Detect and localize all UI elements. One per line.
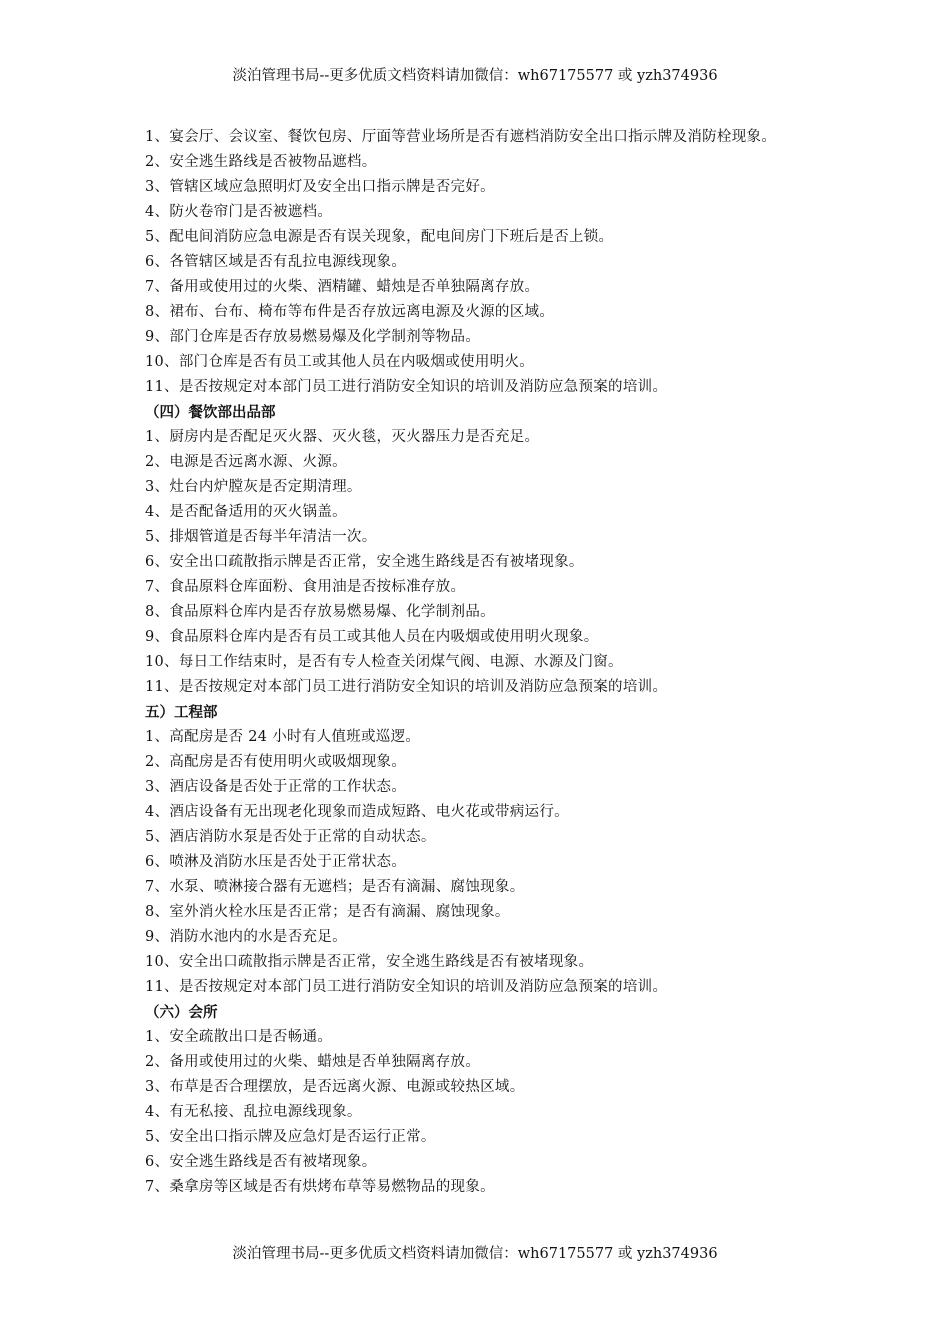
checklist-item: 4、防火卷帘门是否被遮档。 bbox=[145, 204, 333, 220]
checklist-item: 3、酒店设备是否处于正常的工作状态。 bbox=[145, 779, 407, 795]
checklist-item: 8、食品原料仓库内是否存放易燃易爆、化学制剂品。 bbox=[145, 604, 495, 620]
checklist-item: 5、配电间消防应急电源是否有误关现象，配电间房门下班后是否上锁。 bbox=[145, 229, 614, 245]
checklist-item: 7、食品原料仓库面粉、食用油是否按标准存放。 bbox=[145, 579, 466, 595]
checklist-item: 6、安全逃生路线是否有被堵现象。 bbox=[145, 1154, 377, 1170]
page-footer: 淡泊管理书局--更多优质文档资料请加微信：wh67175577 或 yzh374936 bbox=[232, 1246, 718, 1262]
section-heading: 五）工程部 bbox=[145, 704, 218, 721]
checklist-item: 1、宴会厅、会议室、餐饮包房、厅面等营业场所是否有遮档消防安全出口指示牌及消防栓现象。 bbox=[145, 129, 777, 145]
checklist-item: 5、酒店消防水泵是否处于正常的自动状态。 bbox=[145, 829, 436, 845]
checklist-item: 11、是否按规定对本部门员工进行消防安全知识的培训及消防应急预案的培训。 bbox=[145, 679, 668, 695]
document-body bbox=[145, 125, 805, 1200]
page-header: 淡泊管理书局--更多优质文档资料请加微信：wh67175577 或 yzh374936 bbox=[232, 68, 718, 84]
checklist-item: 7、备用或使用过的火柴、酒精罐、蜡烛是否单独隔离存放。 bbox=[145, 279, 540, 295]
checklist-item: 6、安全出口疏散指示牌是否正常，安全逃生路线是否有被堵现象。 bbox=[145, 554, 584, 570]
checklist-item: 8、室外消火栓水压是否正常；是否有滴漏、腐蚀现象。 bbox=[145, 904, 510, 920]
checklist-item: 1、高配房是否 24 小时有人值班或巡逻。 bbox=[145, 729, 421, 745]
checklist-item: 10、部门仓库是否有员工或其他人员在内吸烟或使用明火。 bbox=[145, 354, 535, 370]
checklist-item: 7、桑拿房等区域是否有烘烤布草等易燃物品的现象。 bbox=[145, 1179, 495, 1195]
checklist-item: 2、备用或使用过的火柴、蜡烛是否单独隔离存放。 bbox=[145, 1054, 481, 1070]
checklist-item: 9、部门仓库是否存放易燃易爆及化学制剂等物品。 bbox=[145, 329, 481, 345]
checklist-item: 3、管辖区域应急照明灯及安全出口指示牌是否完好。 bbox=[145, 179, 495, 195]
checklist-item: 7、水泵、喷淋接合器有无遮档；是否有滴漏、腐蚀现象。 bbox=[145, 879, 525, 895]
section-heading: （四）餐饮部出品部 bbox=[145, 404, 276, 421]
checklist-item: 3、布草是否合理摆放，是否远离火源、电源或较热区域。 bbox=[145, 1079, 525, 1095]
checklist-item: 10、每日工作结束时，是否有专人检查关闭煤气阀、电源、水源及门窗。 bbox=[145, 654, 623, 670]
checklist-item: 2、电源是否远离水源、火源。 bbox=[145, 454, 347, 470]
checklist-item: 5、排烟管道是否每半年清洁一次。 bbox=[145, 529, 377, 545]
checklist-item: 3、灶台内炉膛灰是否定期清理。 bbox=[145, 479, 362, 495]
checklist-item: 2、安全逃生路线是否被物品遮档。 bbox=[145, 154, 377, 170]
checklist-item: 2、高配房是否有使用明火或吸烟现象。 bbox=[145, 754, 407, 770]
checklist-item: 4、酒店设备有无出现老化现象而造成短路、电火花或带病运行。 bbox=[145, 804, 569, 820]
checklist-item: 1、安全疏散出口是否畅通。 bbox=[145, 1029, 333, 1045]
checklist-item: 6、喷淋及消防水压是否处于正常状态。 bbox=[145, 854, 407, 870]
checklist-item: 9、食品原料仓库内是否有员工或其他人员在内吸烟或使用明火现象。 bbox=[145, 629, 599, 645]
checklist-item: 9、消防水池内的水是否充足。 bbox=[145, 929, 347, 945]
checklist-item: 11、是否按规定对本部门员工进行消防安全知识的培训及消防应急预案的培训。 bbox=[145, 379, 668, 395]
section-heading: （六）会所 bbox=[145, 1004, 218, 1021]
checklist-item: 5、安全出口指示牌及应急灯是否运行正常。 bbox=[145, 1129, 436, 1145]
checklist-item: 8、裙布、台布、椅布等布件是否存放远离电源及火源的区域。 bbox=[145, 304, 555, 320]
checklist-item: 10、安全出口疏散指示牌是否正常，安全逃生路线是否有被堵现象。 bbox=[145, 954, 594, 970]
checklist-item: 4、有无私接、乱拉电源线现象。 bbox=[145, 1104, 362, 1120]
checklist-item: 4、是否配备适用的灭火锅盖。 bbox=[145, 504, 347, 520]
checklist-item: 11、是否按规定对本部门员工进行消防安全知识的培训及消防应急预案的培训。 bbox=[145, 979, 668, 995]
checklist-item: 6、各管辖区域是否有乱拉电源线现象。 bbox=[145, 254, 407, 270]
checklist-item: 1、厨房内是否配足灭火器、灭火毯，灭火器压力是否充足。 bbox=[145, 429, 540, 445]
